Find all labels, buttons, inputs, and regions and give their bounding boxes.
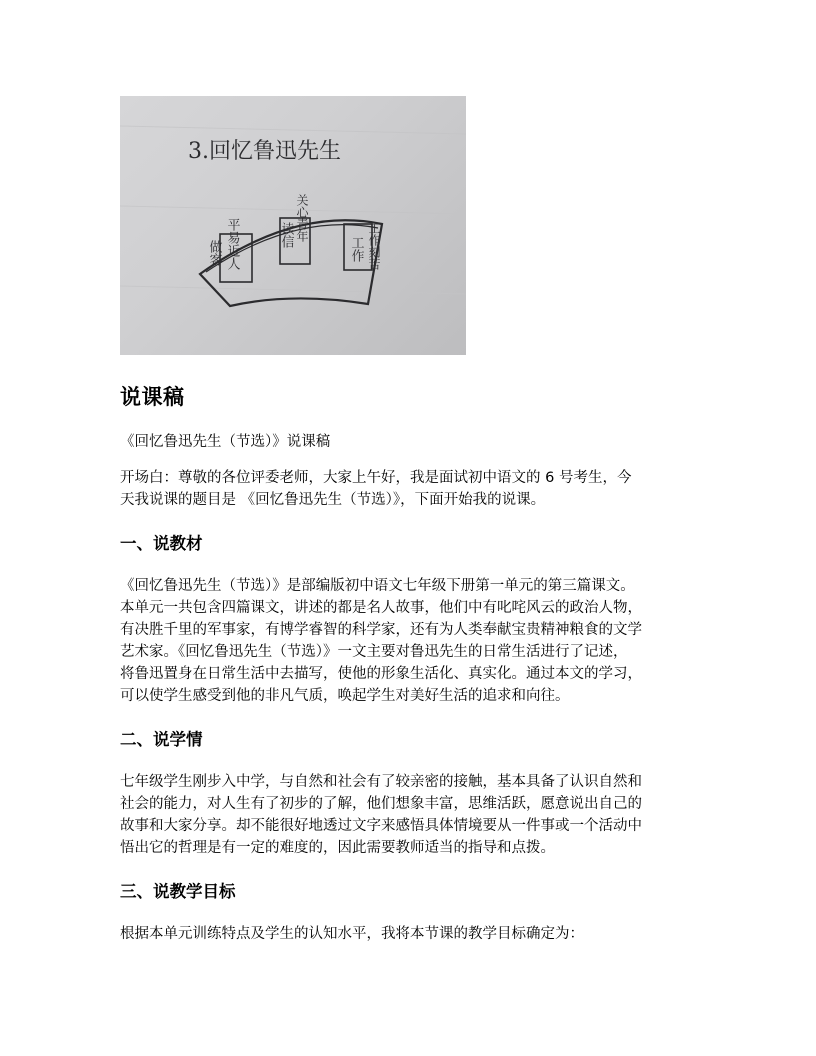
- section-heading-textbook: 一、说教材: [120, 534, 203, 553]
- opening-paragraph: [120, 467, 700, 511]
- paragraph-line: 有决胜千里的军事家，有博学睿智的科学家，还有为人类奉献宝贵精神粮食的文学: [120, 622, 642, 638]
- fan-label-1: 平易近人: [224, 218, 240, 270]
- document-subtitle: 《回忆鲁迅先生（节选）》说课稿: [120, 434, 331, 450]
- paragraph-line: 社会的能力，对人生有了初步的了解，他们想象丰富，思维活跃，愿意说出自己的: [120, 796, 642, 812]
- paragraph-line: 故事和大家分享。却不能很好地透过文字来感悟具体情境要从一件事或一个活动中: [120, 818, 642, 834]
- section-heading-students: 二、说学情: [120, 730, 203, 749]
- paragraph-line: 本单元一共包含四篇课文，讲述的都是名人故事，他们中有叱咤风云的政治人物，: [120, 600, 642, 616]
- paragraph-line: 根据本单元训练特点及学生的认知水平，我将本节课的教学目标确定为：: [120, 926, 584, 942]
- document-title: 说课稿: [120, 385, 185, 409]
- sketch-drawing: [120, 96, 466, 355]
- section-textbook-paragraph: [120, 575, 700, 707]
- blackboard-sketch-photo: [120, 96, 466, 355]
- document-page: [120, 96, 700, 945]
- paragraph-line: 《回忆鲁迅先生（节选）》是部编版初中语文七年级下册第一单元的第三篇课文。: [120, 578, 635, 594]
- section-heading-objectives: 三、说教学目标: [120, 882, 236, 901]
- fan-label-4: 读信: [278, 222, 294, 248]
- section-students-paragraph: [120, 771, 700, 859]
- paragraph-line: 可以使学生感受到他的非凡气质，唤起学生对美好生活的追求和向往。: [120, 688, 570, 704]
- sketch-heading: 3.回忆鲁迅先生: [188, 139, 341, 164]
- fan-label-2: 做客: [206, 240, 222, 266]
- paragraph-line: 七年级学生刚步入中学，与自然和社会有了较亲密的接触，基本具备了认识自然和: [120, 774, 642, 790]
- paragraph-line: 艺术家。《回忆鲁迅先生（节选）》一文主要对鲁迅先生的日常生活进行了记述，: [120, 644, 628, 660]
- opening-line: 天我说课的题目是 《回忆鲁迅先生（节选）》，下面开始我的说课。: [120, 492, 546, 508]
- fan-label-5: 工作刻苦: [367, 222, 381, 270]
- section-objectives-paragraph: [120, 923, 700, 945]
- paragraph-line: 将鲁迅置身在日常生活中去描写，使他的形象生活化、真实化。通过本文的学习，: [120, 666, 642, 682]
- fan-label-3: 关心青年: [295, 194, 309, 242]
- opening-line: 开场白：尊敬的各位评委老师，大家上午好，我是面试初中语文的 6 号考生，今: [120, 470, 632, 486]
- paragraph-line: 悟出它的哲理是有一定的难度的，因此需要教师适当的指导和点拨。: [120, 840, 555, 856]
- fan-label-6: 工作: [348, 236, 364, 262]
